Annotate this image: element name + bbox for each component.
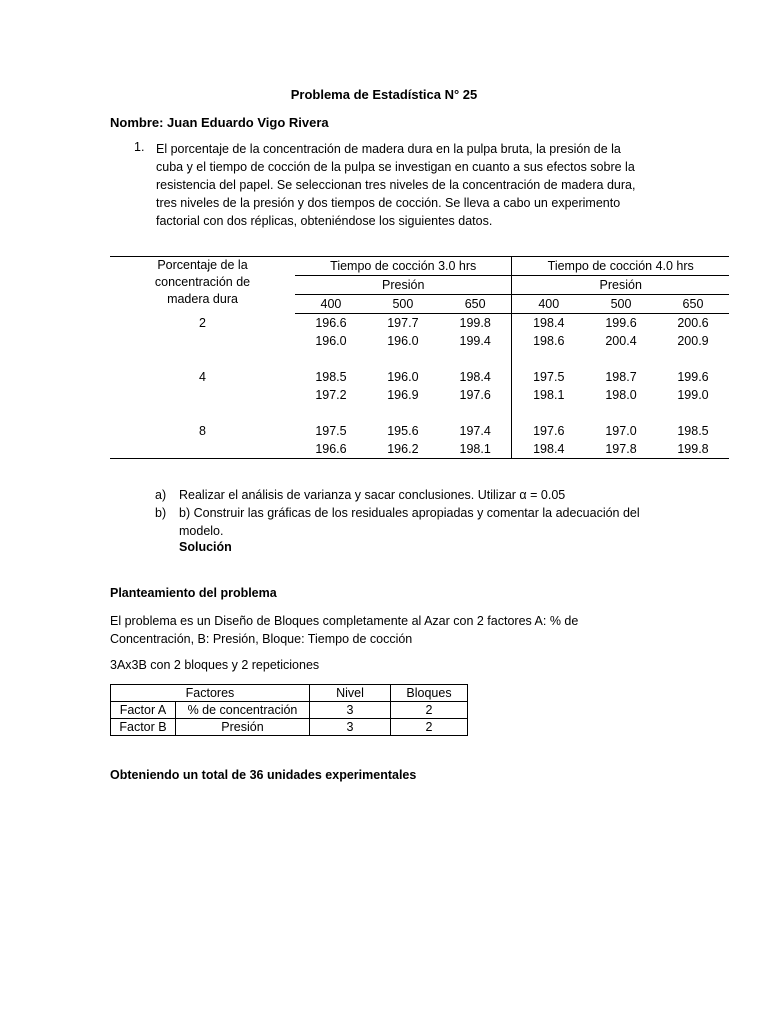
data-cell: 200.9 [677,334,709,348]
data-cell: 198.6 [512,332,585,350]
table-row [110,332,729,350]
spacer-cell [512,350,585,368]
data-cell: 198.7 [605,370,637,384]
table-row [111,719,468,736]
data-cell: 198.4 [459,370,491,384]
factor-nivel: 3 [310,702,391,719]
time2-header: Tiempo de cocción 4.0 hrs [512,257,729,276]
pressure-level: 400 [512,295,585,314]
data-cell: 200.6 [677,316,709,330]
questions [155,486,675,540]
question-b-label: b) [155,506,167,520]
data-cell: 196.6 [295,440,367,459]
table-row [110,314,729,333]
time1-header: Tiempo de cocción 3.0 hrs [295,257,512,276]
problem-line: factorial con dos réplicas, obteniéndose los siguientes datos. [156,214,493,228]
spacer-row [110,404,729,422]
data-table-body [110,314,729,459]
spacer-cell [110,404,295,422]
data-cell: 200.4 [605,334,637,348]
data-cell: 197.4 [459,424,491,438]
data-cell: 197.8 [585,440,657,459]
spacer-row [110,350,729,368]
concentration-level: 2 [199,315,206,330]
spacer-cell [110,350,295,368]
question-a-text: Realizar el análisis de varianza y sacar conclusiones. Utilizar α = 0.05 [179,488,566,502]
problem-description [110,612,650,648]
data-cell: 196.9 [387,388,419,402]
data-cell: 197.6 [459,388,491,402]
total-units: Obteniendo un total de 36 unidades experimentales [110,768,417,782]
question-a [155,486,675,504]
design-summary: 3Ax3B con 2 bloques y 2 repeticiones [110,658,320,672]
data-cell: 198.1 [512,386,585,404]
spacer-cell [439,404,512,422]
data-cell: 199.4 [459,334,491,348]
section-heading: Planteamiento del problema [110,586,277,600]
question-b-text: b) Construir las gráficas de los residuales apropiadas y comentar la adecuación del [179,506,640,520]
factor-label: Factor B [111,719,176,736]
row-header-line: Porcentaje de la [157,258,248,272]
description-line: El problema es un Diseño de Bloques completamente al Azar con 2 factores A: % de [110,614,579,628]
solution-heading: Solución [179,540,232,554]
data-cell: 198.5 [677,424,709,438]
pressure-level: 500 [585,295,657,314]
data-cell: 198.0 [605,388,637,402]
factor-name: % de concentración [176,702,310,719]
pressure-level: 400 [295,295,367,314]
spacer-cell [585,350,657,368]
concentration-level [110,440,295,459]
data-cell: 196.0 [387,370,419,384]
problem-line: El porcentaje de la concentración de madera dura en la pulpa bruta, la presión de la [156,142,621,156]
spacer-cell [295,350,367,368]
spacer-cell [585,404,657,422]
table-row [110,386,729,404]
data-cell: 199.6 [677,370,709,384]
spacer-cell [439,350,512,368]
data-cell: 196.0 [315,334,347,348]
factor-name: Presión [176,719,310,736]
spacer-cell [512,404,585,422]
data-cell: 199.0 [677,388,709,402]
data-cell: 197.0 [605,424,637,438]
problem-number: 1. [134,140,145,154]
spacer-cell [367,404,439,422]
row-header [110,257,295,314]
problem-statement [134,140,654,230]
factor-bloques: 2 [391,719,468,736]
document-title: Problema de Estadística N° 25 [290,87,478,102]
factors-header: Factores [111,685,310,702]
data-cell: 196.2 [367,440,439,459]
table-row [111,702,468,719]
table-row [110,440,729,459]
factor-nivel: 3 [310,719,391,736]
pressure-level: 500 [367,295,439,314]
data-table [110,256,729,459]
data-cell: 198.5 [315,370,347,384]
bloques-header: Bloques [391,685,468,702]
description-line: Concentración, B: Presión, Bloque: Tiempo de cocción [110,632,413,646]
data-cell: 199.6 [605,316,637,330]
spacer-cell [367,350,439,368]
data-cell: 199.8 [459,316,491,330]
data-cell: 196.0 [387,334,419,348]
data-cell: 195.6 [387,424,419,438]
factors-table [110,684,468,736]
spacer-cell [657,404,729,422]
pressure-level: 650 [439,295,512,314]
pressure-header: Presión [512,276,729,295]
row-header-line: madera dura [167,292,238,306]
data-cell: 198.4 [512,440,585,459]
table-row [110,368,729,386]
pressure-header: Presión [295,276,512,295]
data-cell: 198.1 [439,440,512,459]
data-cell: 198.4 [512,314,585,333]
row-header-line: concentración de [154,275,251,289]
data-cell: 197.6 [512,422,585,440]
concentration-level [110,386,295,404]
data-cell: 197.5 [315,424,347,438]
data-cell: 197.7 [387,316,419,330]
factor-label: Factor A [111,702,176,719]
problem-line: tres niveles de la presión y dos tiempos de cocción. Se lleva a cabo un experimento [156,196,621,210]
problem-line: cuba y el tiempo de cocción de la pulpa se investigan en cuanto a sus efectos sobre la [156,160,635,174]
nivel-header: Nivel [310,685,391,702]
table-row [110,422,729,440]
factor-bloques: 2 [391,702,468,719]
concentration-level: 4 [199,370,206,384]
concentration-level [110,332,295,350]
data-cell: 197.5 [512,368,585,386]
spacer-cell [295,404,367,422]
question-a-label: a) [155,488,167,502]
author-name: Nombre: Juan Eduardo Vigo Rivera [110,115,329,130]
question-b [155,504,675,540]
pressure-level: 650 [657,295,729,314]
data-cell: 197.2 [315,388,347,402]
data-cell: 196.6 [315,316,347,330]
concentration-level: 8 [199,424,206,438]
data-cell: 199.8 [657,440,729,459]
problem-text [156,140,654,230]
question-b-text-cont: modelo. [179,524,224,538]
spacer-cell [657,350,729,368]
problem-line: resistencia del papel. Se seleccionan tres niveles de la concentración de madera dura, [156,178,636,192]
